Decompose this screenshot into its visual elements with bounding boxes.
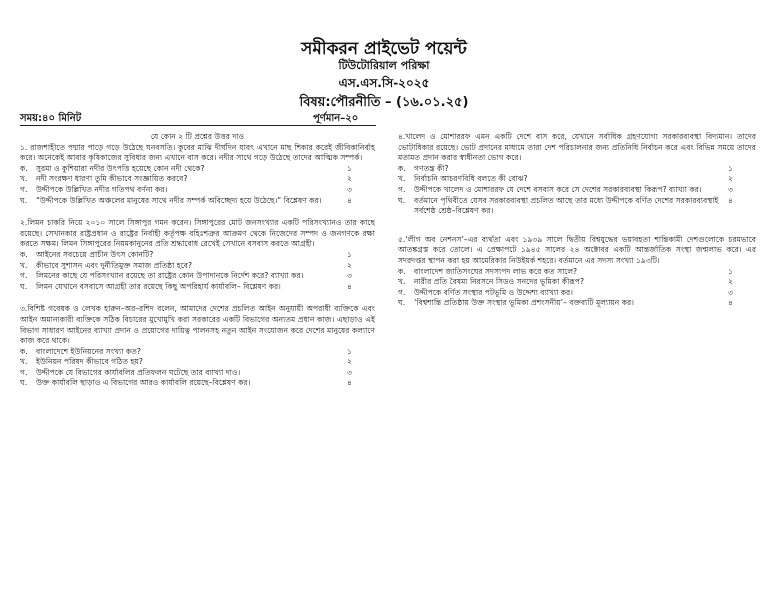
part-text: ইউনিয়ন পরিষদ কীভাবে গঠিত হয়? (36, 357, 143, 367)
question-stem: ২.লিমন চাকরি নিয়ে ২০১০ সালে সিঙ্গাপুর গমন করেন। সিঙ্গাপুরের মোট জনসংখ্যার একটি পরিসংখ্যানও তার কাছে রয়েছে। সেখানকার রাষ্ট্রপ্রধান ও রাষ্ট্রের নির্বাহী কর্তৃপক্ষ বহিঃশত্রুর আক্রমণ থেকে নিজেদের সম্পদ ও জনগণকে রক্ষা করতে সক্ষম। লিমন সিঙ্গাপুরের নিয়মকানুনের প্রতি শ্রদ্ধাবোধ রেখেই সেখানে বসবাস করতে আগ্রহী। (20, 218, 375, 249)
part-mark: ৪ (728, 195, 733, 205)
part-label: ঘ. (398, 298, 406, 308)
part-mark: ৪ (728, 298, 733, 308)
part-mark: ১ (347, 249, 352, 259)
part-text: আইনের সবচেয়ে প্রাচীন উৎস কোনটি? (36, 249, 154, 259)
part-text: “উদ্দীপকে উল্লিখিত অঞ্চলের মানুষের সাথে নদীর সম্পর্ক অবিচ্ছেদ্য হয়ে উঠেছে।” বিশ্লেষণ কর। (36, 195, 322, 205)
part-label: খ. (398, 277, 406, 287)
exam-class: এস.এস.সি-২০২৫ (338, 76, 430, 90)
question-4 (398, 132, 756, 217)
question-part (398, 185, 756, 196)
instruction: যে কোন ২ টি প্রশ্নের উত্তর দাও (150, 132, 245, 141)
part-mark: ৪ (347, 281, 352, 291)
question-stem: ১. রাজশাহীতে পদ্মার পাড়ে গড়ে উঠেছে ঘনবসতি। কুবের মাঝি দীর্ঘদিন যাবৎ এখানে মাছ শিকার করেই জীবিকানির্বাহ করে। অনেকেই আবার কৃষিকাজের সুবিধার জন্য এখানে বাস করে। নদীর সাথে গড়ে উঠেছে তাদের আত্মিক সম্পর্ক। (20, 142, 375, 163)
question-part (20, 271, 375, 282)
subject-line: বিষয়:পৌরনীতি – (১৬.০১.২৫) (299, 95, 469, 110)
part-label: ঘ. (20, 281, 28, 291)
part-mark: ১ (728, 163, 733, 173)
question-stem: ৪.খালেদ ও মোশাররফ এমন একটি দেশে বাস করে, যেখানে সর্বাধিক গ্রহণযোগ্য সরকারব্যবস্থা বিদ্যমান। তাদের ভোটাধিকার রয়েছে। ভোট প্রদানের মাধ্যমে তারা দেশ পরিচালনার জন্য প্রতিনিধি নির্বাচন করে এবং বিভিন্ন সময়ে তাদের মতামত প্রদান করার স্বাধীনতা ভোগ করে। (398, 132, 756, 163)
part-text: উদ্দীপকে উল্লিখিত নদীর গতিপথ বর্ণনা কর। (36, 184, 168, 194)
question-part (20, 250, 375, 261)
question-1 (20, 143, 375, 207)
question-part (20, 164, 375, 175)
part-label: গ. (20, 184, 28, 194)
question-part (398, 164, 756, 175)
part-label: খ. (20, 260, 28, 270)
part-text: লিমনের কাছে যে পরিসংখ্যান রয়েছে তা রাষ্ট্রের কোন উপাদানকে নির্দেশ করে? ব্যাখ্যা কর। (36, 271, 304, 281)
part-mark: ৩ (728, 184, 733, 194)
part-mark: ২ (347, 260, 352, 270)
part-label: ক. (398, 163, 406, 173)
part-label: গ. (20, 367, 28, 377)
question-stem: ৩.বিশিষ্ট গবেষক ও লেখক হারুন–অর–রশিদ বলেন, আমাদের দেশের প্রচলিত আইন অনুযায়ী অপরাধী ব্যক্তিকে এবং আইন অমান্যকারী ব্যক্তিকে সঠিক বিচারের মুখোমুখি করা সরকারের একটি বিভাগের অন্যতম প্রধান কাজ। এছাড়াও এই বিভাগ সাধারণ আইনের ব্যাখ্যা প্রদান ও প্রয়োগের দায়িত্ব পালনসহ নতুন আইন সংযোজন করে দেশের মানুষের কল্যাণে কাজ করে থাকে। (20, 304, 375, 346)
part-mark: ২ (347, 357, 352, 367)
part-text: কীভাবে সুশাসন এবং দুর্নীতিমুক্ত সমাজ প্রতিষ্ঠা হবে? (36, 260, 193, 270)
question-part (398, 267, 756, 278)
question-part (20, 368, 375, 379)
part-text: বর্তমানে পৃথিবীতে যেসব সরকারব্যবস্থা প্রচলিত আছে তার মধ্যে উদ্দীপকে বর্ণিত দেশের সরকারব্যবস্থাই সর্বশেষ্ঠ শ্রেষ্ঠ–বিশ্লেষণ কর। (414, 195, 719, 216)
part-mark: ১ (347, 346, 352, 356)
question-stem: ৫.‘লীগ অব নেশনস’–এর ব্যর্থতা এবং ১৯৩৯ সালে দ্বিতীয় বিশ্বযুদ্ধের ভয়াবহতা শান্তিকামী দেশগুলোকে চরমভাবে আতঙ্কগ্রস্ত করে তোলে। এ প্রেক্ষাপটে ১৯৪৫ সালের ২৪ অক্টোবর একটি আন্তর্জাতিক সংস্থা জন্মলাভ করে। এর সদরদপ্তর স্থাপন করা হয় আমেরিকার নিউইয়র্ক শহরে। বর্তমানে এর সদস্য সংখ্যা ১৯৩টি। (398, 234, 756, 265)
exam-type: টিউটোরিয়াল পরিক্ষা (338, 59, 430, 72)
part-text: লিমন যেখানে বসবাসে আগ্রহী তার রয়েছে কিছু অপরিহার্য কার্যাবলি– বিশ্লেষণ কর। (36, 281, 281, 291)
part-label: খ. (20, 174, 28, 184)
part-text: সুরমা ও কুশিয়ারা নদীর উৎপত্তি হয়েছে কোন নদী থেকে? (36, 163, 205, 173)
part-label: গ. (398, 287, 406, 297)
question-part (20, 174, 375, 185)
question-2 (20, 218, 375, 292)
question-part (398, 298, 756, 309)
full-marks: পূর্ণমান–২০ (313, 113, 359, 124)
part-text: বাংলাদেশ জাতিসংঘের সদস্যপদ লাভ করে কত সালে? (414, 266, 578, 276)
part-mark: ২ (728, 174, 733, 184)
part-mark: ১ (728, 266, 733, 276)
question-part (20, 261, 375, 272)
part-mark: ৪ (347, 378, 352, 388)
part-label: ঘ. (20, 378, 28, 388)
part-text: নারীর প্রতি বৈষম্য নিরসনে সিডও সনদের ভূমিকা কীরূপ? (414, 277, 584, 287)
question-part (398, 288, 756, 299)
part-mark: ৩ (728, 287, 733, 297)
part-text: উদ্দীপকে বর্ণিত সংস্থার পটভূমি ও উদ্দেশ্য ব্যাখ্যা কর। (414, 287, 573, 297)
institution-title: সমীকরন প্রাইভেট পয়েন্ট (301, 39, 467, 59)
question-part (20, 347, 375, 358)
part-mark: ১ (347, 163, 352, 173)
question-part (398, 196, 756, 217)
part-text: বাংলাদেশে ইউনিয়নের সংখ্যা কত? (36, 346, 141, 356)
part-label: গ. (398, 184, 406, 194)
part-text: নদী সংরক্ষণ ধারণা তুমি কীভাবে সংজ্ঞায়িত করবে? (36, 174, 188, 184)
part-label: গ. (20, 271, 28, 281)
part-label: ক. (398, 266, 406, 276)
part-mark: ৩ (347, 184, 352, 194)
part-text: উদ্দীপকে যে বিভাগের কার্যাবলির প্রতিফলন ঘটেছে তার ব্যাখ্যা দাও। (36, 367, 241, 377)
part-text: ‘বিশ্বশান্তি প্রতিষ্ঠায় উক্ত সংস্থার ভূমিকা প্রশংসনীয়’– বক্তব্যটি মূল্যায়ন কর। (414, 298, 634, 308)
part-label: ক. (20, 163, 28, 173)
exam-time: সময়:৪০ মিনিট (20, 113, 82, 124)
part-label: খ. (20, 357, 28, 367)
question-part (20, 378, 375, 389)
part-text: গণতন্ত্র কী? (414, 163, 449, 173)
part-text: উদ্দীপকে খালেদ ও মোশাররফ যে দেশে বসবাস করে সে দেশের সরকারব্যবস্থা কিরূপ? ব্যাখ্যা কর। (414, 184, 702, 194)
header-divider (20, 125, 376, 126)
part-label: ক. (20, 346, 28, 356)
part-text: নির্বাচনি আচরণবিধি বলতে কী বোঝ? (414, 174, 528, 184)
question-part (20, 196, 375, 207)
part-label: ঘ. (20, 195, 28, 205)
left-column (20, 132, 375, 401)
part-mark: ৩ (347, 271, 352, 281)
right-column (398, 132, 756, 321)
part-label: ক. (20, 249, 28, 259)
question-part (398, 174, 756, 185)
question-part (20, 357, 375, 368)
question-part (20, 185, 375, 196)
part-label: ঘ. (398, 195, 406, 205)
question-part (398, 277, 756, 288)
part-mark: ৪ (347, 195, 352, 205)
part-label: খ. (398, 174, 406, 184)
part-mark: ২ (728, 277, 733, 287)
question-3 (20, 304, 375, 389)
question-5 (398, 235, 756, 309)
question-part (20, 282, 375, 293)
part-text: উক্ত কার্যাবলি ছাড়াও এ বিভাগের আরও কার্যাবলি রয়েছে–বিশ্লেষণ কর। (36, 378, 251, 388)
part-mark: ২ (347, 174, 352, 184)
part-mark: ৩ (347, 367, 352, 377)
